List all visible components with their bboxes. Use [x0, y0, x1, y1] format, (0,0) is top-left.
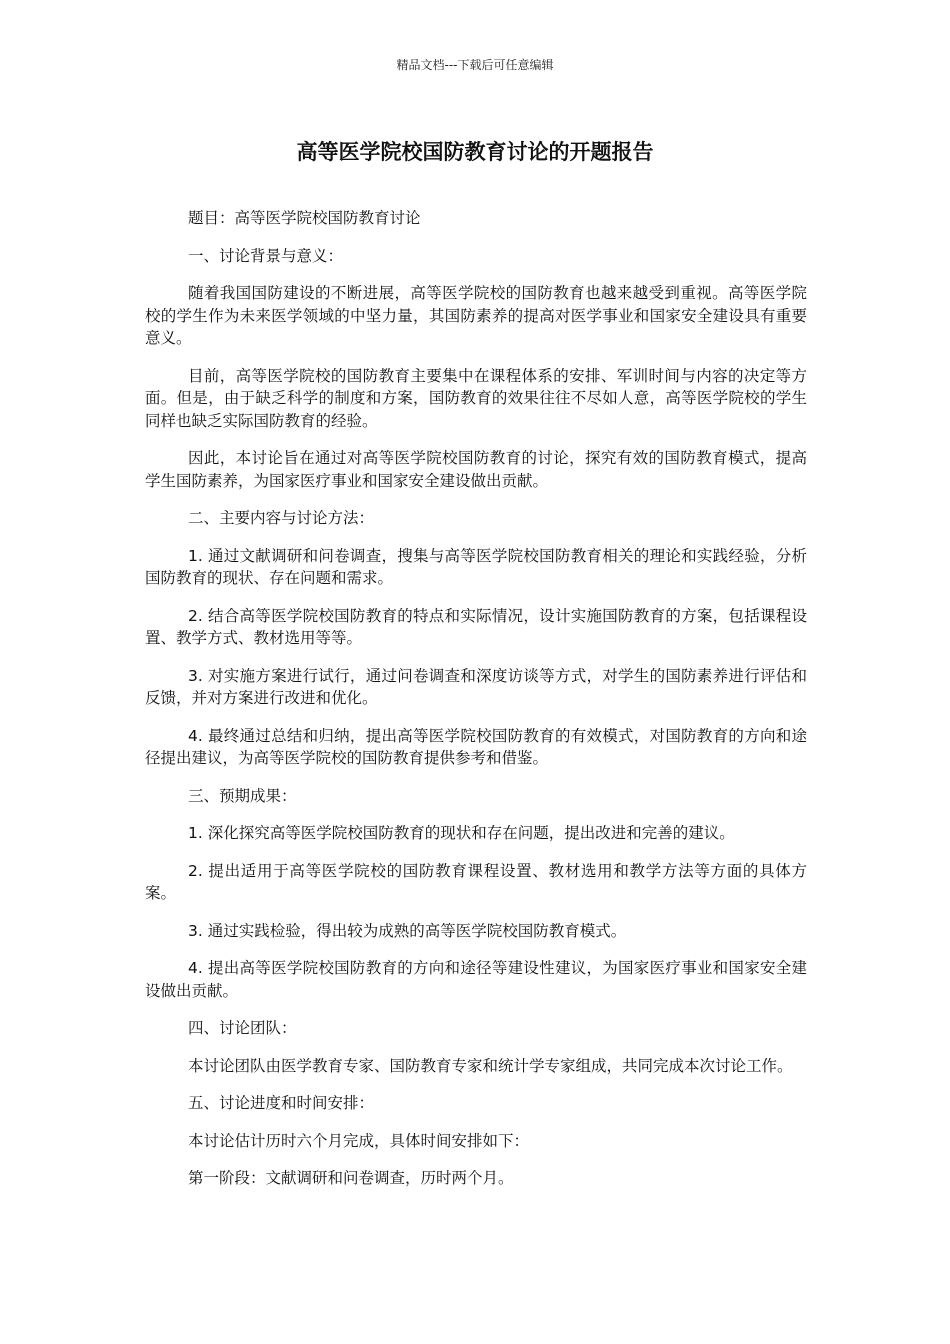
list-item: 3. 对实施方案进行试行，通过问卷调查和深度访谈等方式，对学生的国防素养进行评估和反馈，并对方案进行改进和优化。: [145, 666, 807, 707]
list-item: 4. 提出高等医学院校国防教育的方向和途径等建设性建议，为国家医疗事业和国家安全建设做出贡献。: [145, 959, 807, 1000]
document-title: 高等医学院校国防教育讨论的开题报告: [296, 140, 654, 164]
paragraph: 目前，高等医学院校的国防教育主要集中在课程体系的安排、军训时间与内容的决定等方面。但是，由于缺乏科学的制度和方案，国防教育的效果往往不尽如人意，高等医学院校的学生同样也缺乏实际国防教育的经验。: [145, 366, 807, 430]
section-heading-expected-results: 三、预期成果：: [188, 786, 297, 805]
list-item: 4. 最终通过总结和归纳，提出高等医学院校国防教育的有效模式，对国防教育的方向和途径提出建议，为高等医学院校的国防教育提供参考和借鉴。: [145, 726, 807, 767]
paragraph: 第一阶段：文献调研和问卷调查，历时两个月。: [188, 1169, 514, 1187]
section-heading-team: 四、讨论团队：: [188, 1019, 297, 1037]
list-item: 3. 通过实践检验，得出较为成熟的高等医学院校国防教育模式。: [188, 921, 627, 940]
paragraph: 因此，本讨论旨在通过对高等医学院校国防教育的讨论，探究有效的国防教育模式，提高学生国防素养，为国家医疗事业和国家安全建设做出贡献。: [145, 449, 807, 490]
list-item: 1. 通过文献调研和问卷调查，搜集与高等医学院校国防教育相关的理论和实践经验，分析国防教育的现状、存在问题和需求。: [145, 546, 807, 587]
topic-line: 题目：高等医学院校国防教育讨论: [188, 209, 421, 227]
list-item: 1. 深化探究高等医学院校国防教育的现状和存在问题，提出改进和完善的建议。: [188, 824, 735, 842]
document-body: [145, 207, 807, 1205]
header-note: 精品文档---下载后可任意编辑: [396, 58, 554, 72]
paragraph: 本讨论估计历时六个月完成，具体时间安排如下：: [188, 1131, 530, 1150]
paragraph: 本讨论团队由医学教育专家、国防教育专家和统计学专家组成，共同完成本次讨论工作。: [188, 1056, 793, 1075]
list-item: 2. 结合高等医学院校国防教育的特点和实际情况，设计实施国防教育的方案，包括课程设置、教学方式、教材选用等等。: [145, 606, 807, 647]
list-item: 2. 提出适用于高等医学院校的国防教育课程设置、教材选用和教学方法等方面的具体方案。: [145, 861, 807, 902]
section-heading-schedule: 五、讨论进度和时间安排：: [188, 1094, 375, 1112]
paragraph: 随着我国国防建设的不断进展，高等医学院校的国防教育也越来越受到重视。高等医学院校的学生作为未来医学领域的中坚力量，其国防素养的提高对医学事业和国家安全建设具有重要意义。: [145, 284, 807, 347]
section-heading-content-methods: 二、主要内容与讨论方法：: [188, 509, 375, 527]
section-heading-background: 一、讨论背景与意义：: [188, 246, 344, 265]
